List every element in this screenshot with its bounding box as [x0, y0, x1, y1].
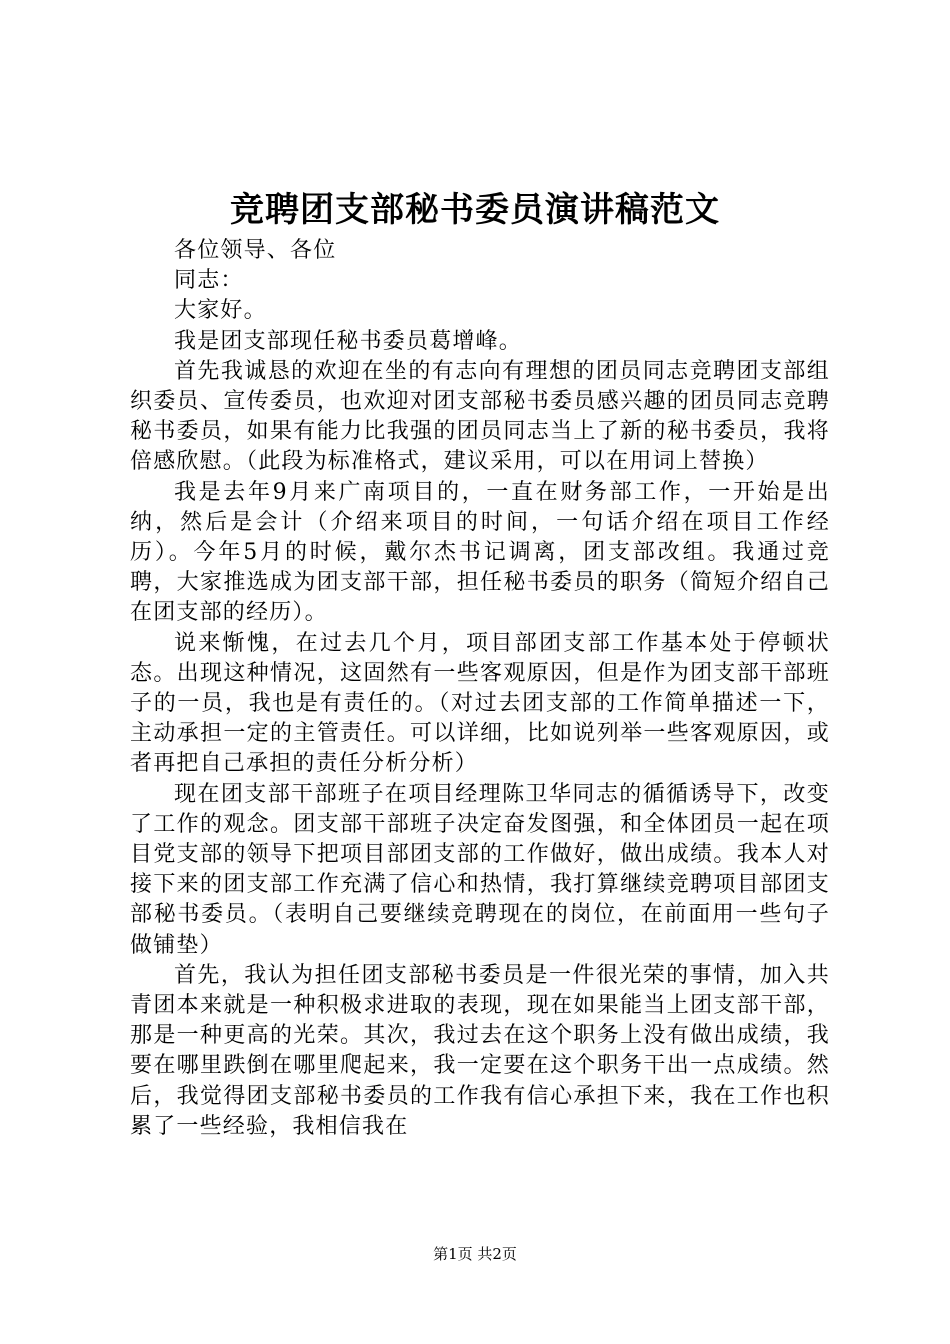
salutation-line-2: 同志： — [174, 268, 244, 294]
paragraph: 我是去年9月来广南项目的，一直在财务部工作，一开始是出纳，然后是会计（介绍来项目的时间，一句话介绍在项目工作经历）。今年5月的时候，戴尔杰书记调离，团支部改组。我通过竞聘，大家推选成为团支部干部，担任秘书委员的职务（简短介绍自己在团支部的经历）。 — [130, 479, 830, 626]
paragraph: 首先，我认为担任团支部秘书委员是一件很光荣的事情，加入共青团本来就是一种积极求进取的表现，现在如果能当上团支部干部，那是一种更高的光荣。其次，我过去在这个职务上没有做出成绩，我要在哪里跌倒在哪里爬起来，我一定要在这个职务干出一点成绩。然后，我觉得团支部秘书委员的工作我有信心承担下来，我在工作也积累了一些经验，我相信我在 — [130, 962, 830, 1139]
document-title: 竞聘团支部秘书委员演讲稿范文 — [230, 190, 720, 230]
paragraph: 现在团支部干部班子在项目经理陈卫华同志的循循诱导下，改变了工作的观念。团支部干部班子决定奋发图强，和全体团员一起在项目党支部的领导下把项目部团支部的工作做好，做出成绩。我本人对接下来的团支部工作充满了信心和热情，我打算继续竞聘项目部团支部秘书委员。（表明自己要继续竞聘现在的岗位，在前面用一些句子做铺垫） — [130, 781, 830, 958]
document-body — [130, 236, 830, 1142]
page-number-footer: 第1页 共2页 — [433, 1245, 517, 1263]
paragraph: 首先我诚恳的欢迎在坐的有志向有理想的团员同志竞聘团支部组织委员、宣传委员，也欢迎对团支部秘书委员感兴趣的团员同志竞聘秘书委员，如果有能力比我强的团员同志当上了新的秘书委员，我将倍感欣慰。（此段为标准格式，建议采用，可以在用词上替换） — [130, 358, 830, 475]
greeting: 大家好。 — [174, 298, 267, 324]
self-introduction: 我是团支部现任秘书委员葛增峰。 — [174, 328, 523, 354]
salutation-line-1: 各位领导、各位 — [174, 238, 337, 263]
paragraph: 说来惭愧，在过去几个月，项目部团支部工作基本处于停顿状态。出现这种情况，这固然有一些客观原因，但是作为团支部干部班子的一员，我也是有责任的。（对过去团支部的工作简单描述一下，主动承担一定的主管责任。可以详细，比如说列举一些客观原因，或者再把自己承担的责任分析分析） — [130, 630, 830, 777]
